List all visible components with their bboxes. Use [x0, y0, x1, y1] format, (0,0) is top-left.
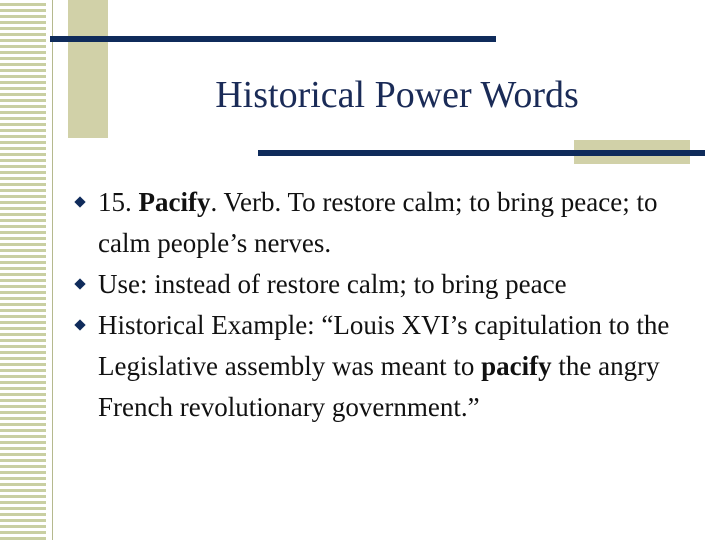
bullet-text-bold: pacify	[481, 351, 552, 381]
bullet-text-prefix: Historical Example: “Louis XVI’s capitulation to the Legislative assembly was meant to	[98, 310, 670, 381]
bullet-text-suffix: the angry French revolutionary government.”	[98, 351, 660, 422]
diamond-bullet-icon	[74, 196, 85, 207]
decorative-navy-bar-bottom	[258, 150, 705, 156]
decorative-navy-bar-top	[50, 36, 496, 42]
bullet-text: Use: instead of restore calm; to bring peace	[98, 269, 567, 299]
decorative-grid-overlay	[0, 0, 50, 540]
bullet-text-suffix: . Verb. To restore calm; to bring peace; to calm people’s nerves.	[98, 187, 658, 258]
bullet-item-definition	[70, 182, 680, 264]
bullet-item-use	[70, 264, 680, 305]
decorative-vertical-line	[52, 0, 53, 540]
bullet-text-prefix: 15.	[98, 187, 139, 217]
bullet-list	[70, 182, 680, 428]
decorative-olive-block-top	[68, 0, 108, 138]
bullet-text-bold: Pacify	[138, 187, 211, 217]
diamond-bullet-icon	[74, 319, 85, 330]
diamond-bullet-icon	[74, 278, 85, 289]
bullet-item-example	[70, 305, 680, 428]
slide-title: Historical Power Words	[215, 74, 579, 116]
